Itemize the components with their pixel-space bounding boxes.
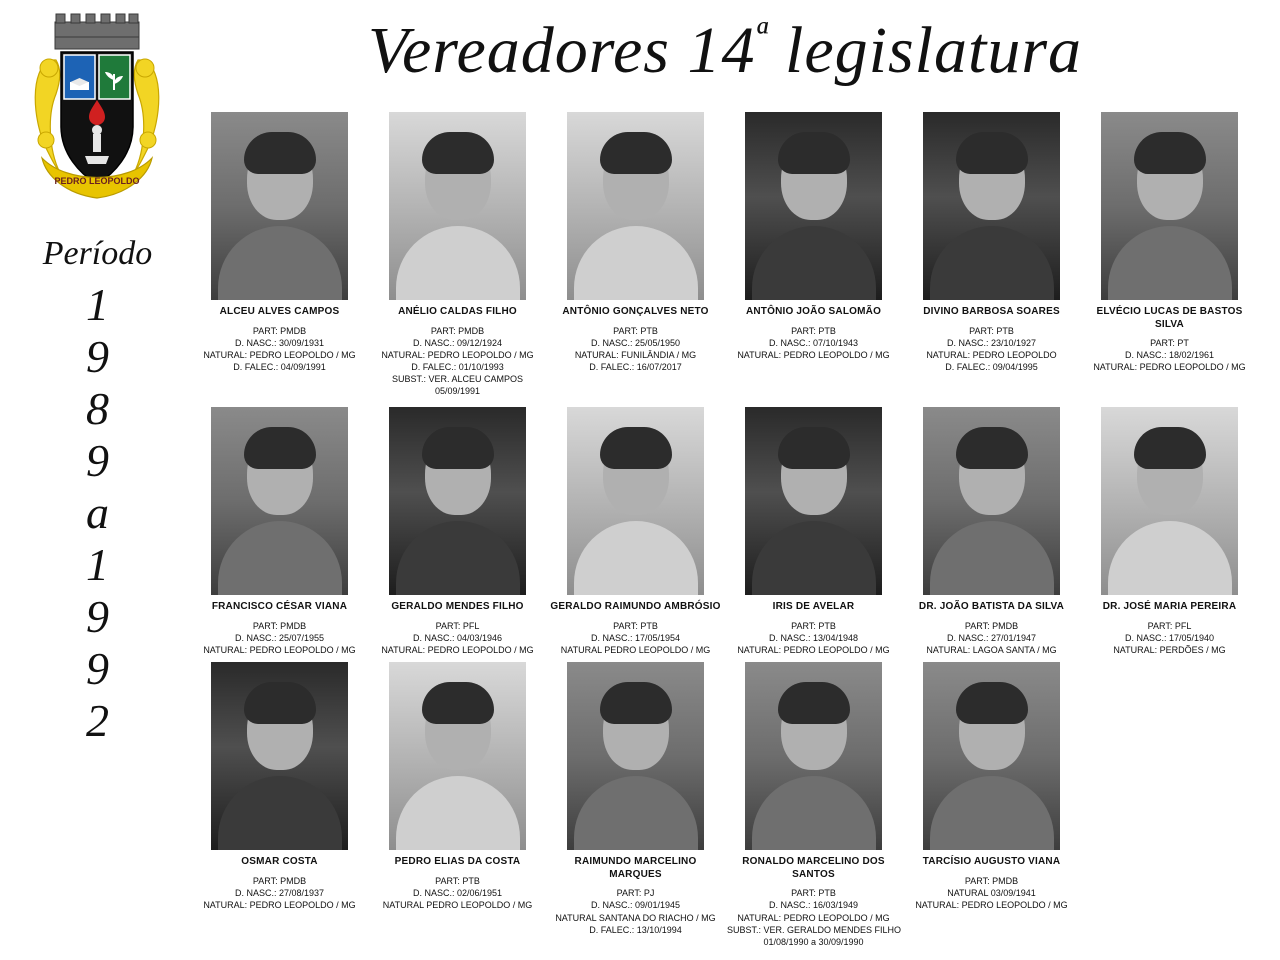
councillor-name: DIVINO BARBOSA SOARES: [923, 306, 1060, 317]
detail-birth: D. NASC.: 02/06/1951: [412, 887, 503, 898]
councillor-card: [727, 407, 900, 656]
councillor-card: [727, 662, 900, 948]
councillor-card: [905, 407, 1078, 656]
period-year-char: 9: [86, 435, 109, 486]
councillor-card: [193, 662, 366, 948]
councillor-name: GERALDO RAIMUNDO AMBRÓSIO: [550, 601, 721, 613]
councillor-details: [371, 325, 544, 398]
detail-party: PART: PTB: [791, 888, 836, 899]
detail-origin: NATURAL: PEDRO LEOPOLDO / MG: [381, 349, 534, 360]
councillor-card: [549, 662, 722, 948]
councillor-details: [905, 325, 1078, 374]
detail-party: PART: PTB: [613, 325, 658, 336]
councillor-photo: [211, 112, 348, 300]
detail-birth: D. NASC.: 23/10/1927: [946, 337, 1037, 348]
detail-origin: NATURAL: PERDÕES / MG: [1113, 645, 1226, 656]
detail-party: PART: PMDB: [252, 325, 307, 336]
detail-origin: NATURAL: PEDRO LEOPOLDO / MG: [915, 900, 1068, 911]
councillor-photo: [567, 407, 704, 595]
councillor-photo: [567, 662, 704, 850]
detail-party: PART: PTB: [791, 325, 836, 336]
page-title-tail: legislatura: [767, 14, 1083, 87]
councillor-card: [549, 112, 722, 401]
period-year-char: 9: [86, 643, 109, 694]
councillor-details: [193, 875, 366, 911]
detail-birth: D. NASC.: 17/05/1954: [590, 632, 681, 643]
councillor-name: OSMAR COSTA: [241, 856, 318, 868]
detail-origin: NATURAL: PEDRO LEOPOLDO / MG: [203, 900, 356, 911]
detail-substitution: SUBST.: VER. GERALDO MENDES FILHO: [727, 924, 902, 935]
detail-death: D. FALEC.: 01/10/1993: [411, 361, 504, 372]
detail-birth: D. NASC.: 07/10/1943: [768, 337, 859, 348]
councillor-name: IRIS DE AVELAR: [772, 601, 855, 613]
councillor-details: [905, 620, 1078, 656]
page-title-main: Vereadores 14: [367, 14, 756, 87]
councillor-card: [193, 112, 366, 401]
page-header: [0, 0, 1280, 186]
detail-birth: D. NASC.: 09/01/1945: [590, 900, 681, 911]
period-year-char: 9: [86, 331, 109, 382]
councillor-photo: [389, 662, 526, 850]
councillor-photo: [1101, 407, 1238, 595]
councillor-details: [727, 887, 900, 948]
detail-origin: NATURAL PEDRO LEOPOLDO / MG: [382, 900, 533, 911]
detail-party: PART: PMDB: [252, 875, 307, 886]
detail-origin: NATURAL: PEDRO LEOPOLDO / MG: [737, 645, 890, 656]
detail-party: PART: PFL: [1147, 620, 1192, 631]
councillor-photo: [389, 112, 526, 300]
councillor-photo: [923, 662, 1060, 850]
detail-substitution-date: 01/08/1990 a 30/09/1990: [763, 936, 864, 947]
councillor-card: [371, 407, 544, 656]
councillor-card-empty: [1083, 662, 1256, 948]
period-year-char: 2: [86, 695, 109, 746]
councillor-photo: [923, 407, 1060, 595]
councillor-details: [549, 620, 722, 656]
detail-origin: NATURAL: FUNILÂNDIA / MG: [574, 349, 697, 360]
councillor-details: [727, 620, 900, 656]
detail-birth: D. NASC.: 30/09/1931: [234, 337, 325, 348]
detail-origin: NATURAL: PEDRO LEOPOLDO / MG: [737, 349, 890, 360]
councillor-details: [193, 325, 366, 374]
councillor-name: DR. JOSÉ MARIA PEREIRA: [1102, 601, 1237, 613]
period-years: [0, 279, 195, 747]
councillor-photo: [745, 662, 882, 850]
page-title: [200, 12, 1250, 89]
period-block: [0, 235, 195, 747]
detail-party: PART: PFL: [435, 620, 480, 631]
councillor-photo: [567, 112, 704, 300]
detail-birth: NATURAL 03/09/1941: [947, 887, 1036, 898]
detail-party: PART: PMDB: [964, 620, 1019, 631]
councillor-photo: [745, 112, 882, 300]
detail-origin: NATURAL: PEDRO LEOPOLDO / MG: [203, 645, 356, 656]
detail-origin: NATURAL PEDRO LEOPOLDO / MG: [560, 645, 711, 656]
councillor-photo: [389, 407, 526, 595]
councillor-details: [905, 875, 1078, 911]
councillor-photo: [1101, 112, 1238, 300]
councillor-photo: [211, 662, 348, 850]
councillor-name: PEDRO ELIAS DA COSTA: [394, 856, 521, 868]
councillor-name: FRANCISCO CÉSAR VIANA: [211, 601, 348, 613]
detail-birth: D. NASC.: 18/02/1961: [1124, 350, 1215, 361]
detail-birth: D. NASC.: 17/05/1940: [1124, 632, 1215, 643]
councillor-name: ANTÔNIO JOÃO SALOMÃO: [745, 306, 882, 317]
detail-party: PART: PTB: [435, 875, 480, 886]
detail-birth: D. NASC.: 25/05/1950: [590, 337, 681, 348]
detail-birth: D. NASC.: 13/04/1948: [768, 632, 859, 643]
councillor-name: ANÉLIO CALDAS FILHO: [398, 306, 517, 317]
councillor-details: [1083, 337, 1256, 373]
period-year-char: a: [86, 487, 109, 538]
councillor-details: [1083, 620, 1256, 656]
councillor-card: [549, 407, 722, 656]
councillor-details: [371, 620, 544, 656]
councillor-card: [193, 407, 366, 656]
councillor-name: DR. JOÃO BATISTA DA SILVA: [918, 601, 1065, 613]
councillor-name: TARCÍSIO AUGUSTO VIANA: [922, 856, 1061, 868]
councillor-photo: [923, 112, 1060, 300]
detail-birth: D. NASC.: 09/12/1924: [412, 337, 503, 348]
detail-substitution: SUBST.: VER. ALCEU CAMPOS: [391, 374, 524, 385]
crest-ribbon-text: PEDRO LEOPOLDO: [54, 176, 140, 186]
detail-death: D. FALEC.: 13/10/1994: [589, 924, 682, 935]
councillor-card: [371, 662, 544, 948]
councillor-card: [371, 112, 544, 401]
councillor-card: [905, 662, 1078, 948]
detail-party: PART: PTB: [613, 620, 658, 631]
detail-origin: NATURAL: PEDRO LEOPOLDO / MG: [737, 912, 890, 923]
councillor-card: [1083, 407, 1256, 656]
councillor-name: ANTÔNIO GONÇALVES NETO: [562, 306, 709, 317]
councillor-photo: [745, 407, 882, 595]
councillor-name: ALCEU ALVES CAMPOS: [219, 306, 340, 317]
councillor-row: [193, 662, 1263, 948]
detail-substitution-date: 05/09/1991: [434, 386, 481, 397]
period-year-char: 9: [86, 591, 109, 642]
detail-party: PART: PMDB: [252, 620, 307, 631]
detail-party: PART: PTB: [791, 620, 836, 631]
councillor-name: GERALDO MENDES FILHO: [391, 601, 524, 613]
detail-origin: NATURAL SANTANA DO RIACHO / MG: [555, 912, 716, 923]
page-title-ordinal: ª: [755, 13, 768, 58]
detail-origin: NATURAL: PEDRO LEOPOLDO / MG: [1093, 362, 1246, 373]
councillor-photo: [211, 407, 348, 595]
detail-origin: NATURAL: PEDRO LEOPOLDO / MG: [381, 645, 534, 656]
detail-origin: NATURAL: LAGOA SANTA / MG: [926, 645, 1057, 656]
period-label: Período: [42, 235, 153, 272]
detail-party: PART: PMDB: [430, 325, 485, 336]
councillor-card: [905, 112, 1078, 401]
detail-origin: NATURAL: PEDRO LEOPOLDO: [926, 349, 1057, 360]
councillor-card: [1083, 112, 1256, 401]
councillor-name: ELVÉCIO LUCAS DE BASTOS SILVA: [1096, 306, 1243, 330]
detail-death: D. FALEC.: 09/04/1995: [945, 361, 1038, 372]
pedro-leopoldo-coat-of-arms-icon: [22, 8, 172, 213]
councillor-row: [193, 407, 1263, 656]
councillor-details: [371, 875, 544, 911]
councillor-name: RAIMUNDO MARCELINO MARQUES: [574, 856, 697, 880]
detail-origin: NATURAL: PEDRO LEOPOLDO / MG: [203, 349, 356, 360]
councillors-grid: [193, 112, 1263, 954]
detail-birth: D. NASC.: 16/03/1949: [768, 900, 859, 911]
period-year-char: 1: [86, 539, 109, 590]
councillor-name: RONALDO MARCELINO DOS SANTOS: [742, 856, 885, 880]
detail-death: D. FALEC.: 16/07/2017: [589, 361, 682, 372]
councillor-details: [549, 887, 722, 936]
detail-birth: D. NASC.: 25/07/1955: [234, 632, 325, 643]
detail-party: PART: PTB: [969, 325, 1014, 336]
period-year-char: 8: [86, 383, 109, 434]
detail-party: PART: PT: [1150, 338, 1189, 348]
councillor-details: [727, 325, 900, 361]
detail-death: D. FALEC.: 04/09/1991: [233, 361, 326, 372]
councillor-details: [193, 620, 366, 656]
detail-party: PART: PMDB: [964, 875, 1019, 886]
councillor-card: [727, 112, 900, 401]
period-year-char: 1: [86, 279, 109, 330]
councillor-details: [549, 325, 722, 374]
detail-birth: D. NASC.: 04/03/1946: [412, 632, 503, 643]
detail-birth: D. NASC.: 27/08/1937: [234, 887, 325, 898]
detail-birth: D. NASC.: 27/01/1947: [946, 632, 1037, 643]
detail-party: PART: PJ: [616, 888, 655, 899]
councillor-row: [193, 112, 1263, 401]
